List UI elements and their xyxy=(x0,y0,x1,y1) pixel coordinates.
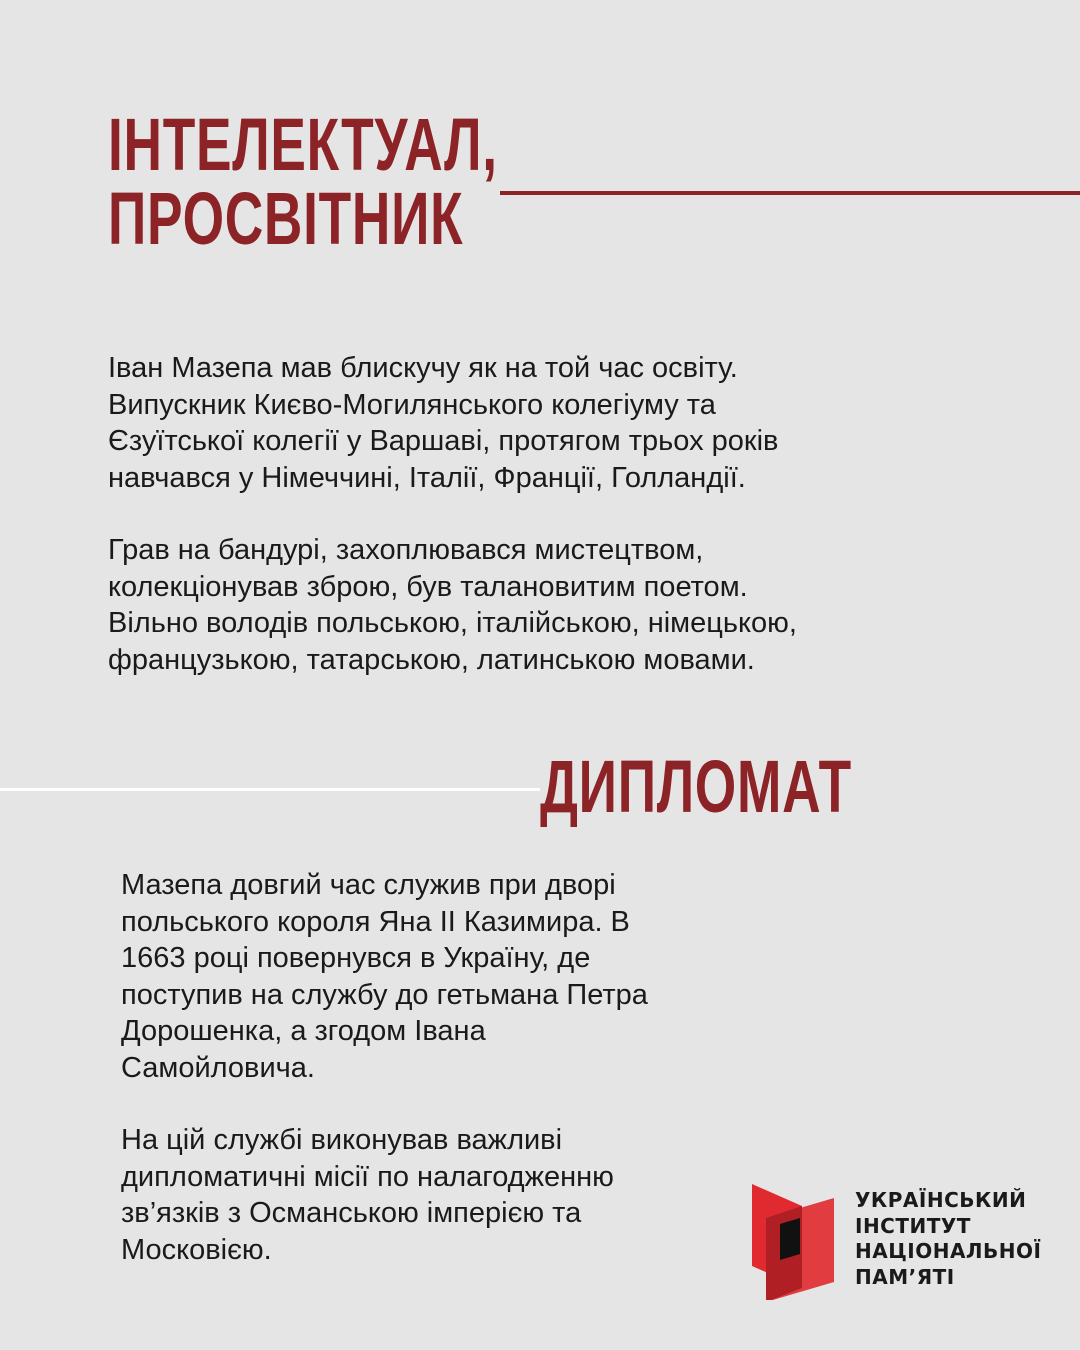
logo-line4: ПАМ’ЯТІ xyxy=(855,1264,955,1289)
uinp-logo-icon xyxy=(752,1184,838,1300)
section-title-diplomat: ДИПЛОМАТ xyxy=(540,745,852,828)
service-paragraph: Мазепа довгий час служив при дворі польського короля Яна ІІ Казимира. В 1663 році повернувся в Україну, де поступив на службу до гетьмана Петра Дорошенка, а згодом Івана Самойловича. xyxy=(121,869,648,1084)
title-divider-line xyxy=(500,191,1080,195)
logo-line1: УКРАЇНСЬКИЙ xyxy=(855,1188,1027,1212)
institute-name xyxy=(855,1188,1041,1290)
section-divider-line xyxy=(0,788,540,791)
section-title-line1: ІНТЕЛЕКТУАЛ, xyxy=(108,103,498,186)
section-title-intellectual xyxy=(108,103,498,260)
institute-logo xyxy=(752,1184,1052,1300)
education-paragraph: Іван Мазепа мав блискучу як на той час освіту. Випускник Києво-Могилянського колегіуму та Єзуїтської колегії у Варшаві, протягом трьох років навчався у Німеччині, Італії, Франції, Голландії. xyxy=(108,352,779,494)
logo-line3: НАЦІОНАЛЬНОЇ xyxy=(855,1239,1042,1263)
missions-paragraph: На цій службі виконував важливі дипломатичні місії по налагодженню зв’язків з Османською імперією та Московією. xyxy=(121,1124,614,1266)
talents-paragraph: Грав на бандурі, захоплювався мистецтвом, колекціонував зброю, був талановитим поетом. Вільно володів польською, італійською, німецькою, французькою, татарською, латинською мовами. xyxy=(108,534,797,676)
section-title-line2: ПРОСВІТНИК xyxy=(108,177,464,260)
logo-line2: ІНСТИТУТ xyxy=(855,1213,971,1238)
